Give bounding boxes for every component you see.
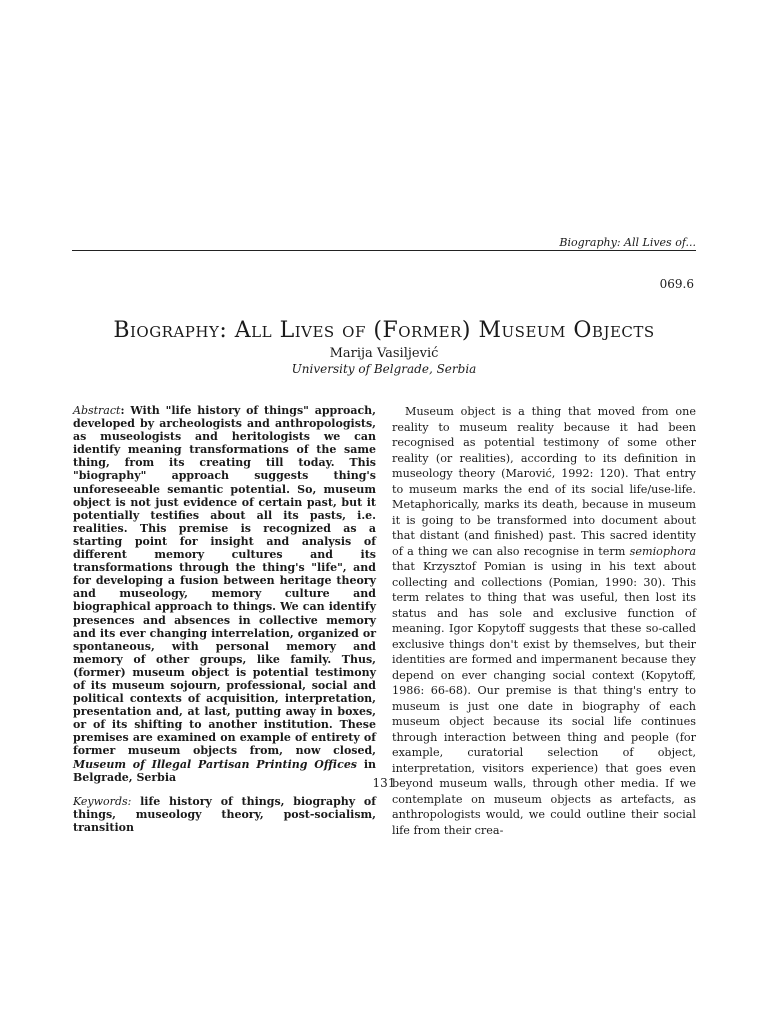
abstract-column: [73, 404, 376, 834]
body-text-1: Museum object is a thing that moved from one reality to museum reality because it had been recognised as potential testimony of some other reality (or realities), according to its definition in museology theory (Marović, 1992: 120). That entry to museum marks the end of its social life/use-life. Metaphorically, marks its death, because in museum it is going to be transformed into document about that distant (and finished) past. This sacred identity of a thing we can also recognise in term: [392, 405, 696, 558]
abstract-museum-name: Museum of Illegal Partisan Printing Offices: [73, 757, 358, 771]
abstract-text-1: With "life history of things" approach, developed by archeologists and anthropologists, as museologists and heritologists we can identify meaning transformations of the same thing, from its creating till today. This "biography" approach suggests thing's unforeseeable semantic potential. So, museum object is not just evidence of certain past, but it potentially testifies about all its pasts, i.e. realities. This premise is recognized as a starting point for insight and analysis of different memory cultures and its transformations through the thing's "life", and for developing a fusion between heritage theory and museology, memory culture and biographical approach to things. We can identify presences and absences in collective memory and its ever changing interrelation, organized or spontaneous, with personal memory and memory of other groups, like family. Thus, (former) museum object is potential testimony of its museum sojourn, professional, social and political contexts of acquisition, interpretation, presentation and, at last, putting away in boxes, or of its shifting to another institution. These premises are examined on example of entirety of former museum objects from, now closed,: [73, 404, 377, 758]
keywords-text: life history of things, biography of things, museology theory, post-socialism, transition: [73, 794, 376, 834]
body-text-2: that Krzysztof Pomian is using in his text about collecting and collections (Pomian, 1990: 30). This term relates to thing that was useful, then lost its status and has sole and exclusive function of meaning. Igor Kopytoff suggests that these so-called exclusive things don't exist by themselves, but their identities are formed and impermanent because they depend on ever changing social context (Kopytoff, 1986: 66-68). Our premise is that thing's entry to museum is just one date in biography of each museum object because its social life continues through interaction between thing and people (for example, curatorial selection of object, interpretation, visitors experience) that goes even beyond museum walls, through other media. If we contemplate on museum objects as artefacts, as anthropologists would, we could outline their social life from their crea-: [392, 560, 696, 837]
body-term-semiophora: semiophora: [629, 544, 696, 558]
paper-code: 069.6: [659, 277, 694, 291]
body-column: [392, 404, 696, 838]
author-name: Marija Vasiljević: [329, 346, 439, 361]
author-affiliation: University of Belgrade, Serbia: [291, 362, 477, 376]
running-header: Biography: All Lives of...: [559, 236, 696, 249]
abstract-label: Abstract: [73, 404, 121, 417]
header-rule: [72, 250, 696, 251]
page-number: 131: [372, 776, 396, 790]
keywords-label: Keywords:: [73, 794, 132, 808]
abstract-colon: :: [120, 404, 131, 417]
paper-title: Biography: All Lives of (Former) Museum Objects: [113, 318, 655, 343]
abstract-text-2: in Belgrade, Serbia: [73, 757, 376, 784]
abstract-paragraph: [73, 404, 376, 784]
keywords-paragraph: [73, 795, 376, 834]
